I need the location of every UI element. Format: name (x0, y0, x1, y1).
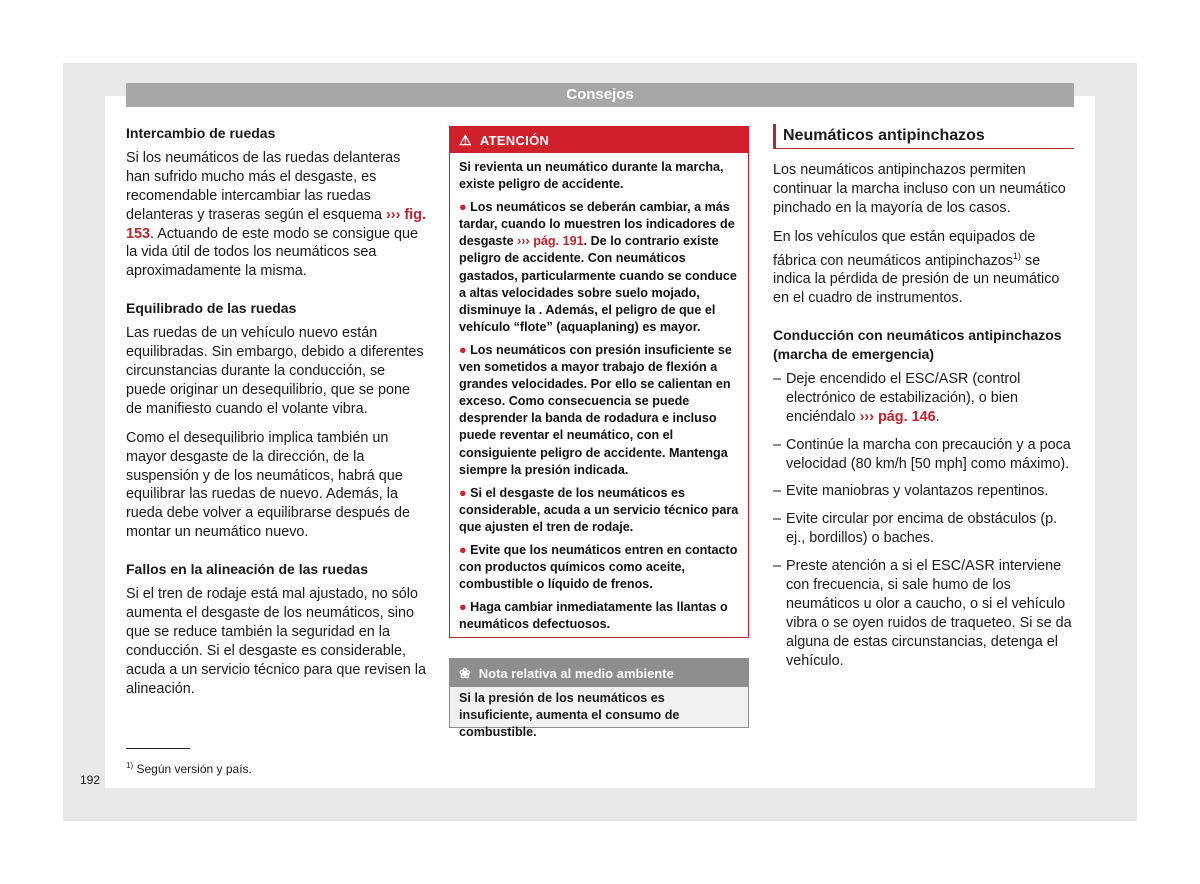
bullet-icon: ● (459, 542, 471, 557)
footnote (126, 761, 252, 776)
text: . (935, 408, 940, 425)
paragraph-alignment: Si el tren de rodaje está mal ajustado, no sólo aumenta el desgaste de los neumáticos, sino que se reduce también la seguridad en la conducción. Si el desgaste es considerable, acuda a un servicio técnico para que revisen la alineación. (126, 586, 426, 697)
section-title-run-flat: Neumáticos antipinchazos (773, 124, 1074, 149)
chapter-header: Consejos (126, 83, 1074, 107)
warning-body (450, 153, 748, 633)
text: . De lo contrario existe peligro de accidente. Con neumáticos gastados, particularmente cuando se conduce a altas velocidades sobre suelo mojado, disminuye la . Además, el peligro de que el vehículo “flote” (aquaplaning) es mayor. (459, 234, 737, 334)
page-number: 192 (80, 773, 101, 787)
section-title-wheel-balancing: Equilibrado de las ruedas (126, 300, 297, 317)
paragraph-run-flat-2 (773, 228, 1074, 308)
list-item: – Continúe la marcha con precaución y a poca velocidad (80 km/h [50 mph] como máximo). (773, 436, 1074, 474)
list-item: – Evite maniobras y volantazos repentinos. (773, 482, 1074, 501)
bullet-icon: ● (459, 200, 471, 215)
environment-note-header (450, 659, 748, 687)
text: Los neumáticos se deberán cambiar, a más tardar, cuando lo muestren los indicadores de desgaste (459, 200, 735, 249)
page-frame-left (63, 63, 105, 821)
footnote-marker: 1) (1012, 250, 1021, 261)
environment-leaf-icon: ❀ (459, 665, 471, 681)
text: Si los neumáticos de las ruedas delanteras han sufrido mucho más el desgaste, es recomendable intercambiar las ruedas delanteras y traseras según el esquema (126, 149, 401, 223)
section-title-alignment: Fallos en la alineación de las ruedas (126, 561, 368, 578)
text: Los neumáticos con presión insuficiente se ven sometidos a mayor trabajo de flexión a grandes velocidades. Por ello se calientan en exceso. Como consecuencia se puede desprender la banda de rodadura e incluso puede reventar el neumático, con el consiguiente peligro de accidente. Mantenga siempre la presión indicada. (459, 342, 732, 477)
page-frame-bottom (63, 788, 1137, 821)
right-column (773, 124, 1074, 680)
environment-note-title: Nota relativa al medio ambiente (478, 666, 674, 681)
paragraph-balancing-2: Como el desequilibrio implica también un mayor desgaste de la dirección, de la suspensión y de los neumáticos, habrá que equilibrar las ruedas de nuevo. Además, la rueda debe volver a equilibrarse después de montar un neumático nuevo. (126, 429, 411, 541)
warning-bullet (459, 485, 740, 536)
bullet-icon: ● (459, 342, 471, 357)
text: se indica la pérdida de presión de un neumático en el cuadro de instrumentos. (773, 252, 1060, 307)
page-reference-link[interactable]: ››› pág. 146 (859, 408, 936, 425)
text: En los vehículos que están equipados de fábrica con neumáticos antipinchazos (773, 228, 1036, 269)
page-frame-right (1095, 63, 1137, 821)
environment-note-body: Si la presión de los neumáticos es insuficiente, aumenta el consumo de combustible. (459, 691, 680, 740)
footnote-mark: 1) (126, 761, 134, 770)
section-title-wheel-rotation: Intercambio de ruedas (126, 125, 276, 141)
text: Haga cambiar inmediatamente las llantas o neumáticos defectuosos. (459, 600, 728, 632)
text: Evite que los neumáticos entren en contacto con productos químicos como aceite, combustible o líquido de frenos. (459, 542, 738, 592)
page-reference-link[interactable]: ››› pág. 191 (517, 234, 584, 249)
footnote-divider (126, 748, 190, 749)
text: . Actuando de este modo se consigue que la vida útil de todos los neumáticos sea aproximadamente la misma. (126, 225, 419, 280)
warning-header (450, 127, 748, 153)
paragraph-wheel-rotation (126, 149, 426, 281)
warning-title: ATENCIÓN (479, 133, 550, 148)
warning-bullet (459, 599, 740, 633)
warning-triangle-icon: ⚠ (459, 132, 472, 148)
emergency-list (773, 370, 1074, 671)
list-item: – Preste atención a si el ESC/ASR interviene con frecuencia, si sale humo de los neumáticos u olor a caucho, o si el vehículo vibra o se oyen ruidos de traqueteo. Si se da alguna de estas circunstancias, detenga el vehículo. (773, 557, 1074, 670)
warning-intro: Si revienta un neumático durante la marcha, existe peligro de accidente. (459, 160, 724, 192)
warning-bullet (459, 342, 740, 479)
footnote-text: Según versión y país. (136, 762, 252, 776)
warning-box (449, 126, 749, 638)
text: Deje encendido el ESC/ASR (control electrónico de estabilización), o bien enciéndalo (786, 370, 1021, 425)
figure-reference-link[interactable]: ››› fig. 153 (126, 206, 426, 242)
bullet-icon: ● (459, 485, 471, 500)
warning-bullet (459, 199, 740, 336)
list-item (773, 370, 1074, 427)
environment-note-box (449, 658, 749, 740)
warning-bullet (459, 542, 740, 593)
text: Si el desgaste de los neumáticos es considerable, acuda a un servicio técnico para que ajusten el tren de rodaje. (459, 485, 739, 534)
left-column (126, 124, 426, 708)
paragraph-balancing-1: Las ruedas de un vehículo nuevo están equilibradas. Sin embargo, debido a diferentes circunstancias durante la conducción, se puede originar un desequilibrio, que se pone de manifiesto cuando el volante vibra. (126, 325, 424, 417)
list-item: – Evite circular por encima de obstáculos (p. ej., bordillos) o baches. (773, 510, 1074, 548)
bullet-icon: ● (459, 600, 471, 615)
subsection-title-emergency: Conducción con neumáticos antipinchazos (marcha de emergencia) (773, 327, 1062, 363)
paragraph-run-flat-1: Los neumáticos antipinchazos permiten continuar la marcha incluso con un neumático pinchado en la mayoría de los casos. (773, 162, 1066, 216)
